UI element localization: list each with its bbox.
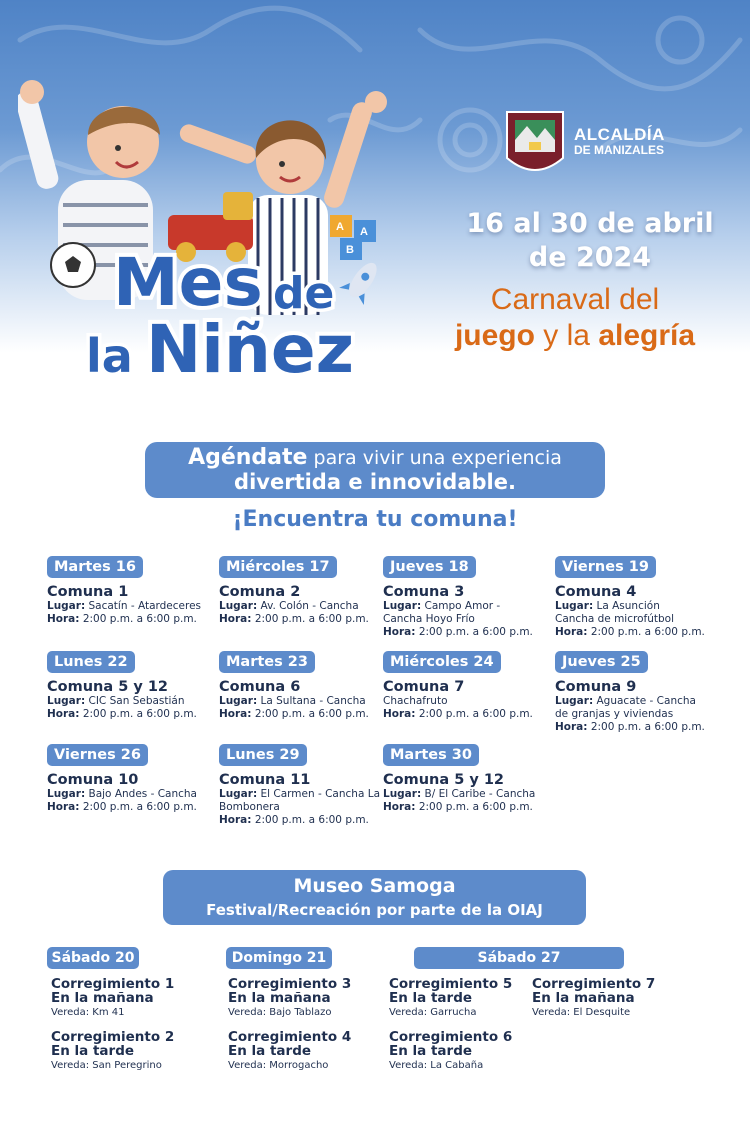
day-pill: Martes 23: [219, 651, 315, 673]
detail-line-1: [383, 695, 533, 708]
corregimiento-item: [51, 1030, 174, 1073]
detail-label: Lugar:: [383, 600, 422, 612]
detail-line-3: [383, 626, 533, 639]
detail-line-1: [47, 695, 197, 708]
detail-value: CIC San Sebastián: [88, 695, 185, 707]
detail-line-1: [219, 788, 380, 801]
detail-line-2: [383, 708, 533, 721]
corregimiento-name: Corregimiento 6: [389, 1029, 513, 1045]
schedule-day-card: [383, 651, 533, 721]
detail-value: 2:00 p.m. a 6:00 p.m.: [82, 708, 197, 720]
corregimiento-name: Corregimiento 1: [51, 976, 175, 992]
day-pill: Jueves 25: [555, 651, 648, 673]
corregimiento-item: [228, 977, 351, 1020]
detail-line-1: [47, 788, 197, 801]
schedule-day-card: [383, 744, 535, 814]
detail-value: 2:00 p.m. a 6:00 p.m.: [590, 721, 705, 733]
comuna-name: Comuna 7: [383, 679, 465, 695]
detail-label: Hora:: [219, 814, 252, 826]
corregimiento-vereda: Vereda: El Desquite: [532, 1007, 631, 1018]
detail-label: Lugar:: [555, 695, 594, 707]
comuna-name: Comuna 4: [555, 584, 637, 600]
detail-value: 2:00 p.m. a 6:00 p.m.: [82, 613, 197, 625]
corregimiento-vereda: Vereda: Garrucha: [389, 1007, 477, 1018]
corregimiento-name: Corregimiento 2: [51, 1029, 175, 1045]
detail-line-2: [219, 801, 380, 814]
agenda-banner: [145, 442, 605, 498]
agenda-rest1: para vivir una experiencia: [313, 447, 562, 469]
detail-value: Bajo Andes - Cancha: [88, 788, 197, 800]
comuna-name: Comuna 11: [219, 772, 311, 788]
detail-line-1: [555, 695, 705, 708]
schedule-day-card: [47, 744, 197, 814]
schedule-day-card: [383, 556, 533, 639]
detail-line-1: [555, 600, 705, 613]
carnaval-subtitle: [400, 282, 750, 354]
detail-value: Cancha Hoyo Frío: [383, 613, 475, 625]
day-pill: Viernes 19: [555, 556, 656, 578]
detail-label: Lugar:: [219, 788, 258, 800]
weekend-day-pill: Sábado 20: [47, 947, 139, 969]
schedule-day-card: [555, 651, 705, 734]
detail-line-3: [219, 814, 380, 827]
day-pill: Lunes 22: [47, 651, 135, 673]
detail-value: B/ El Caribe - Cancha: [424, 788, 536, 800]
detail-value: 2:00 p.m. a 6:00 p.m.: [590, 626, 705, 638]
corregimiento-item: [532, 977, 655, 1020]
detail-value: La Sultana - Cancha: [260, 695, 366, 707]
corregimiento-vereda: Vereda: San Peregrino: [51, 1060, 162, 1071]
detail-value: Chachafruto: [383, 695, 448, 707]
agenda-rest2: divertida e innovidable.: [234, 470, 516, 494]
detail-value: Bombonera: [219, 801, 280, 813]
detail-value: Aguacate - Cancha: [596, 695, 696, 707]
detail-line-2: [555, 708, 705, 721]
detail-value: 2:00 p.m. a 6:00 p.m.: [418, 801, 533, 813]
detail-label: Lugar:: [383, 788, 422, 800]
detail-label: Hora:: [383, 801, 416, 813]
org-line2: DE MANIZALES: [574, 142, 664, 157]
day-pill: Miércoles 17: [219, 556, 337, 578]
detail-value: 2:00 p.m. a 6:00 p.m.: [82, 801, 197, 813]
schedule-day-card: [219, 556, 369, 626]
detail-label: Lugar:: [219, 600, 258, 612]
detail-label: Hora:: [555, 721, 588, 733]
detail-line-1: [47, 600, 201, 613]
corregimiento-time: En la tarde: [228, 1043, 312, 1059]
detail-value: La Asunción: [596, 600, 660, 612]
detail-line-2: [383, 613, 533, 626]
dates-line2: de 2024: [528, 242, 652, 273]
corregimiento-item: [389, 977, 512, 1020]
corregimiento-vereda: Vereda: Morrogacho: [228, 1060, 329, 1071]
detail-label: Lugar:: [555, 600, 594, 612]
detail-line-1: [383, 788, 535, 801]
kids-illustration: [18, 80, 398, 410]
detail-value: 2:00 p.m. a 6:00 p.m.: [254, 613, 369, 625]
hero-banner: [0, 0, 750, 430]
schedule-day-card: [555, 556, 705, 639]
museo-title: Museo Samoga: [293, 875, 456, 897]
comuna-name: Comuna 2: [219, 584, 301, 600]
title-mes: Mes: [113, 244, 263, 321]
detail-label: Lugar:: [219, 695, 258, 707]
detail-line-1: [383, 600, 533, 613]
detail-value: 2:00 p.m. a 6:00 p.m.: [418, 626, 533, 638]
encuentra-heading: ¡Encuentra tu comuna!: [232, 507, 518, 532]
corregimiento-item: [389, 1030, 512, 1073]
museo-banner: [163, 870, 586, 925]
comuna-name: Comuna 5 y 12: [383, 772, 505, 788]
detail-line-2: [47, 801, 197, 814]
corregimiento-time: En la tarde: [51, 1043, 135, 1059]
corregimiento-vereda: Vereda: Bajo Tablazo: [228, 1007, 332, 1018]
svg-text:B: B: [346, 244, 354, 256]
detail-value: Av. Colón - Cancha: [260, 600, 359, 612]
corregimiento-time: En la mañana: [51, 990, 154, 1006]
toy-blocks: [330, 215, 376, 260]
alcaldia-name: [574, 126, 665, 156]
carnaval-word-yla: y la: [543, 319, 590, 352]
detail-label: Lugar:: [47, 788, 86, 800]
corregimiento-item: [51, 977, 174, 1020]
detail-value: Sacatín - Atardeceres: [88, 600, 202, 612]
title-la: la: [86, 329, 133, 383]
comuna-name: Comuna 3: [383, 584, 465, 600]
detail-label: Hora:: [219, 613, 252, 625]
detail-line-1: [219, 695, 369, 708]
day-pill: Martes 30: [383, 744, 479, 766]
title-de: de: [273, 268, 335, 319]
detail-line-2: [219, 708, 369, 721]
event-dates: [440, 207, 740, 275]
detail-line-2: [219, 613, 369, 626]
schedule-day-card: [219, 651, 369, 721]
detail-line-2: [383, 801, 535, 814]
comuna-name: Comuna 6: [219, 679, 301, 695]
detail-value: 2:00 p.m. a 6:00 p.m.: [254, 814, 369, 826]
day-pill: Miércoles 24: [383, 651, 501, 673]
rocket-icon: [339, 255, 387, 305]
day-pill: Jueves 18: [383, 556, 476, 578]
corregimiento-time: En la mañana: [532, 990, 635, 1006]
soccer-ball: [51, 243, 95, 287]
corregimiento-name: Corregimiento 5: [389, 976, 513, 992]
agenda-strong: Agéndate: [188, 445, 308, 470]
detail-value: 2:00 p.m. a 6:00 p.m.: [418, 708, 533, 720]
detail-line-2: [47, 613, 201, 626]
corregimiento-name: Corregimiento 4: [228, 1029, 352, 1045]
svg-text:A: A: [360, 226, 368, 238]
detail-line-1: [219, 600, 369, 613]
day-pill: Lunes 29: [219, 744, 307, 766]
comuna-name: Comuna 1: [47, 584, 129, 600]
schedule-day-card: [47, 556, 201, 626]
detail-label: Hora:: [47, 613, 80, 625]
weekend-day-pill: Domingo 21: [226, 947, 332, 969]
detail-label: Lugar:: [47, 600, 86, 612]
corregimiento-name: Corregimiento 7: [532, 976, 656, 992]
svg-text:A: A: [336, 221, 344, 233]
carnaval-line1: Carnaval del: [490, 283, 660, 316]
detail-value: Campo Amor -: [424, 600, 501, 612]
detail-value: de granjas y viviendas: [555, 708, 674, 720]
carnaval-word-juego: juego: [454, 319, 535, 352]
detail-value: Cancha de microfútbol: [555, 613, 674, 625]
day-pill: Martes 16: [47, 556, 143, 578]
corregimiento-name: Corregimiento 3: [228, 976, 352, 992]
day-pill: Viernes 26: [47, 744, 148, 766]
detail-label: Hora:: [383, 626, 416, 638]
detail-value: El Carmen - Cancha La: [260, 788, 380, 800]
museo-subtitle: Festival/Recreación por parte de la OIAJ: [206, 901, 543, 919]
detail-line-3: [555, 721, 705, 734]
comuna-name: Comuna 9: [555, 679, 637, 695]
corregimiento-time: En la tarde: [389, 990, 473, 1006]
detail-label: Hora:: [555, 626, 588, 638]
detail-label: Hora:: [47, 708, 80, 720]
org-line1: ALCALDÍA: [574, 125, 665, 144]
detail-label: Hora:: [383, 708, 416, 720]
detail-label: Hora:: [219, 708, 252, 720]
schedule-day-card: [47, 651, 197, 721]
comuna-name: Comuna 10: [47, 772, 139, 788]
dates-line1: 16 al 30 de abril: [466, 208, 714, 239]
corregimiento-item: [228, 1030, 351, 1073]
title-ninez: Niñez: [146, 311, 355, 388]
comuna-name: Comuna 5 y 12: [47, 679, 169, 695]
detail-line-3: [555, 626, 705, 639]
corregimiento-vereda: Vereda: La Cabaña: [389, 1060, 484, 1071]
detail-label: Hora:: [47, 801, 80, 813]
weekend-day-pill: Sábado 27: [414, 947, 624, 969]
detail-label: Lugar:: [47, 695, 86, 707]
corregimiento-vereda: Vereda: Km 41: [51, 1007, 125, 1018]
detail-line-2: [555, 613, 705, 626]
alcaldia-shield-logo: [505, 110, 565, 184]
carnaval-word-alegria: alegría: [598, 319, 696, 352]
schedule-day-card: [219, 744, 380, 827]
corregimiento-time: En la tarde: [389, 1043, 473, 1059]
detail-line-2: [47, 708, 197, 721]
detail-value: 2:00 p.m. a 6:00 p.m.: [254, 708, 369, 720]
corregimiento-time: En la mañana: [228, 990, 331, 1006]
